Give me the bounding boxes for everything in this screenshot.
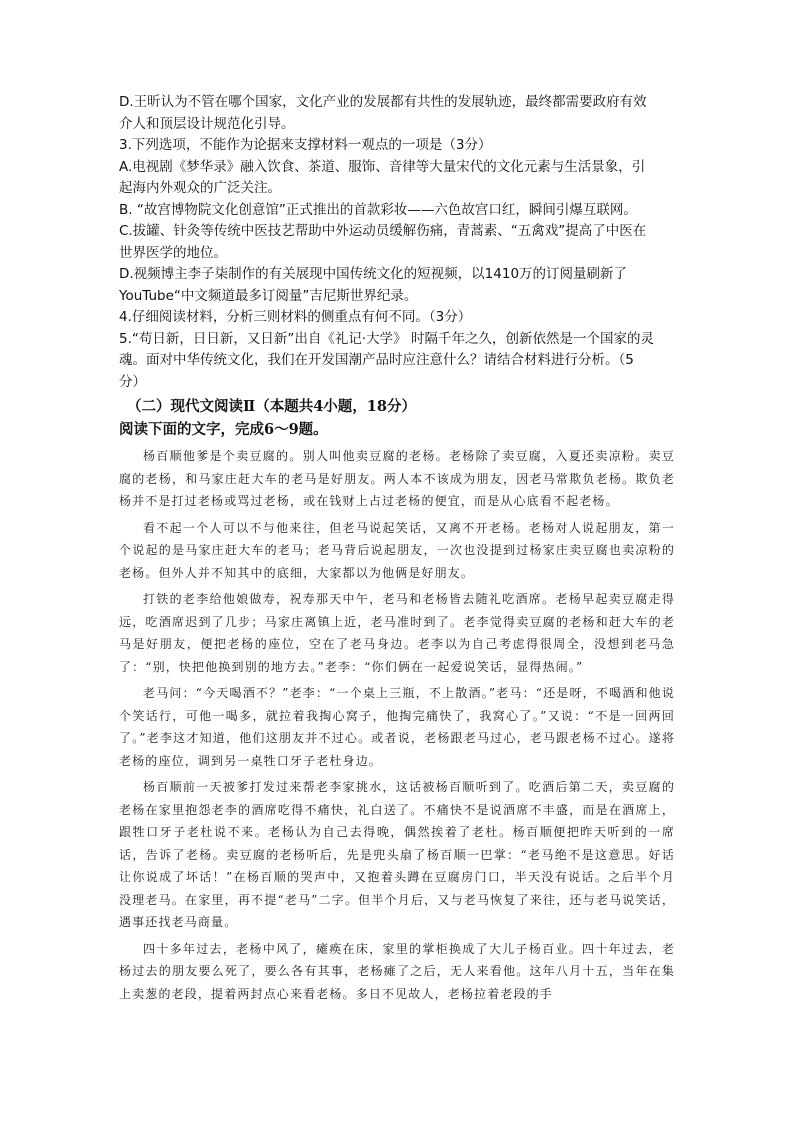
document-page: [119, 92, 675, 1009]
story-passage: [119, 445, 675, 1005]
question-5: 5.“苟日新，日日新，又日新”出自《礼记·大学》 时隔千年之久，创新依然是一个国家的灵: [119, 330, 654, 347]
story-paragraph: 打铁的老李给他娘做寿，祝寿那天中午，老马和老杨皆去随礼吃酒席。老杨早起卖豆腐走得远，吃酒席迟到了几步；马家庄离镇上近，老马准时到了。老李觉得卖豆腐的老杨和赶大车的老马是好朋友，便把老杨的座位，空在了老马身边。老李以为自己考虑得很周全，没想到老马急了：“别，快把他换到别的地方去。”老李：“你们俩在一起爱说笑话，显得热闹。”: [119, 592, 675, 674]
text-line: YouTube“中文频道最多订阅量”吉尼斯世界纪录。: [119, 287, 418, 304]
reading-instruction: 阅读下面的文字，完成6～9题。: [119, 421, 328, 438]
option-b: B. “故宫博物院文化创意馆”正式推出的首款彩妆——六色故宫口红，瞬间引爆互联网。: [119, 201, 637, 218]
option-d: D.视频博主李子柒制作的有关展现中国传统文化的短视频，以1410万的订阅量刷新了: [119, 266, 628, 282]
question-3: 3.下列选项，不能作为论据来支撑材料一观点的一项是（3分）: [119, 137, 492, 153]
text-line: 魂。面对中华传统文化，我们在开发国潮产品时应注意什么？请结合材料进行分析。（5: [119, 352, 634, 368]
option-c: C.拔罐、针灸等传统中医技艺帮助中外运动员缓解伤痛，青蒿素、“五禽戏”提高了中医在: [119, 223, 647, 239]
section-title: （二）现代文阅读Ⅱ（本题共4小题，18分）: [127, 398, 416, 415]
text-line: 分）: [119, 373, 146, 390]
story-paragraph: 看不起一个人可以不与他来往，但老马说起笑话，又离不开老杨。老杨对人说起朋友，第一个说起的是马家庄赶大车的老马；老马背后说起朋友，一次也没提到过杨家庄卖豆腐也卖凉粉的老杨。但外人并不知其中的底细，大家都以为他俩是好朋友。: [119, 520, 675, 580]
story-paragraph: 老马问：“今天喝酒不？”老李：“一个桌上三瓶，不上散酒。”老马：“还是呀，不喝酒和他说个笑话行，可他一喝多，就拉着我掏心窝子，他掏完痛快了，我窝心了。”又说：“不是一回两回了。”老李这才知道，他们这朋友并不过心。或者说，老杨跟老马过心，老马跟老杨不过心。遂将老杨的座位，调到另一桌牲口牙子老杜身边。: [119, 686, 675, 768]
story-paragraph: 四十多年过去，老杨中风了，瘫痪在床，家里的掌柜换成了大儿子杨百业。四十年过去，老杨过去的朋友要么死了，要么各有其事，老杨瘫了之后，无人来看他。这年八月十五，当年在集上卖葱的老段，提着两封点心来看老杨。多日不见故人，老杨拉着老段的手: [119, 941, 675, 1001]
question-block: [119, 92, 675, 393]
option-a: A.电视剧《梦华录》融入饮食、茶道、服饰、音律等大量宋代的文化元素与生活景象，引: [119, 158, 646, 175]
question-4: 4.仔细阅读材料，分析三则材料的侧重点有何不同。（3分）: [119, 309, 472, 325]
story-paragraph: 杨百顺他爹是个卖豆腐的。别人叫他卖豆腐的老杨。老杨除了卖豆腐，入夏还卖凉粉。卖豆腐的老杨，和马家庄赶大车的老马是好朋友。两人本不该成为朋友，因老马常欺负老杨。欺负老杨并不是打过老杨或骂过老杨，或在钱财上占过老杨的便宜，而是从心底看不起老杨。: [119, 449, 675, 508]
text-line: 起海内外观众的广泛关注。: [119, 180, 281, 196]
text-line: 介人和顶层设计规范化引导。: [119, 115, 295, 132]
text-line: D.王昕认为不管在哪个国家，文化产业的发展都有共性的发展轨迹，最终都需要政府有效: [119, 94, 647, 110]
story-paragraph: 杨百顺前一天被爹打发过来帮老李家挑水，这话被杨百顺听到了。吃酒后第二天，卖豆腐的老杨在家里抱怨老李的酒席吃得不痛快，礼白送了。不痛快不是说酒席不丰盛，而是在酒席上，跟牲口牙子老杜说不来。老杨认为自己去得晚，偶然挨着了老杜。杨百顺便把昨天听到的一席话，告诉了老杨。卖豆腐的老杨听后，先是兜头扇了杨百顺一巴掌：“老马绝不是这意思。好话让你说成了坏话！”在杨百顺的哭声中，又抱着头蹲在豆腐房门口，半天没有说话。之后半个月没理老马。在家里，再不提“老马”二字。但半个月后，又与老马恢复了来往，还与老马说笑话，遇事还找老马商量。: [119, 780, 675, 929]
text-line: 世界医学的地位。: [119, 244, 227, 261]
